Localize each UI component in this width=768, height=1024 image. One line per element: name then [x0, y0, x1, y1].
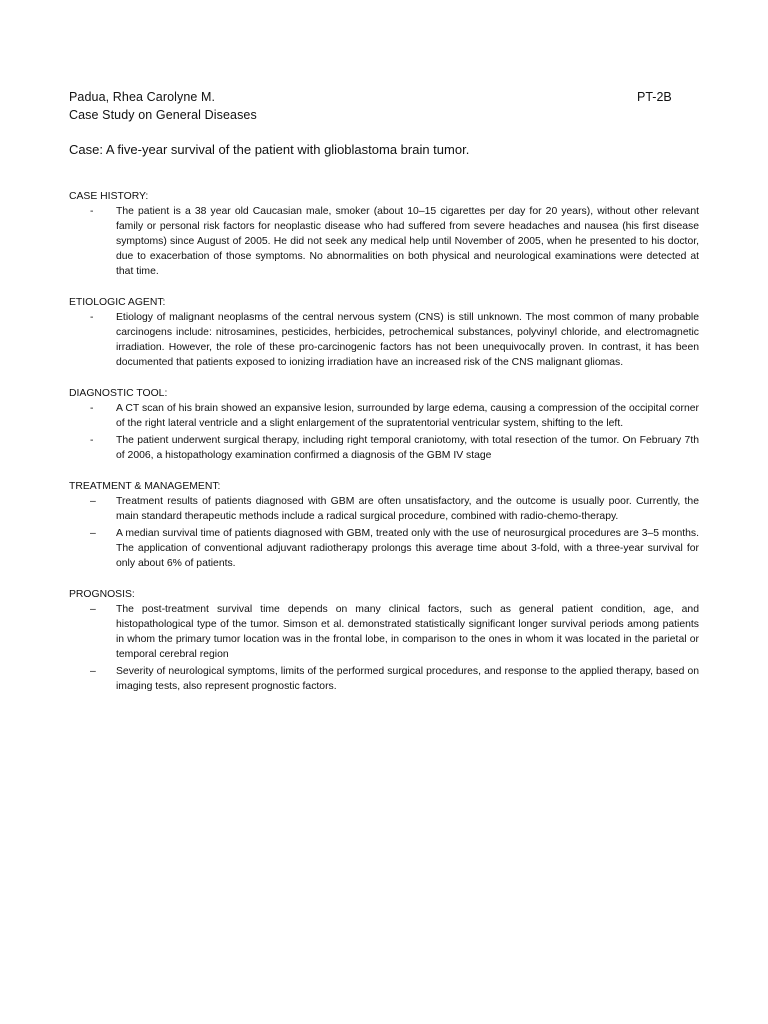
- item-text: The patient underwent surgical therapy, including right temporal craniotomy, with total resection of the tumor. On February 7th of 2006, a histopathology examination confirmed a diagnosis of the GBM IV stage: [116, 435, 699, 461]
- section-case-history: [69, 189, 699, 279]
- section-diagnostic-tool: [69, 386, 699, 463]
- class-code: PT-2B: [637, 90, 672, 104]
- section-heading: DIAGNOSTIC TOOL:: [69, 388, 168, 399]
- list-item: [69, 664, 699, 694]
- item-text: The post-treatment survival time depends on many clinical factors, such as general patient condition, age, and histopathological type of the tumor. Simson et al. demonstrated statistically significant longer survival periods among patients in whom the primary tumor location was in the frontal lobe, in comparison to the ones in whom it was located in the parietal or temporal cerebral region: [116, 604, 699, 660]
- section-list: [69, 602, 699, 694]
- section-heading: ETIOLOGIC AGENT:: [69, 297, 166, 308]
- bullet: –: [90, 528, 96, 539]
- section-list: [69, 204, 699, 279]
- section-treatment-management: [69, 479, 699, 571]
- item-text: Severity of neurological symptoms, limits of the performed surgical procedures, and response to the applied therapy, based on imaging tests, also represent prognostic factors.: [116, 666, 699, 692]
- section-heading: CASE HISTORY:: [69, 191, 149, 202]
- item-text: A median survival time of patients diagnosed with GBM, treated only with the use of neurosurgical procedures are 3–5 months. The application of conventional adjuvant radiotherapy prolongs this average time about 3-fold, with a three-year survival for only about 6% of patients.: [116, 528, 699, 569]
- case-sections: [69, 189, 699, 694]
- case-title: Case: A five-year survival of the patient with glioblastoma brain tumor.: [69, 142, 470, 157]
- section-heading: TREATMENT & MANAGEMENT:: [69, 481, 221, 492]
- section-list: [69, 494, 699, 571]
- bullet: -: [90, 435, 94, 446]
- item-text: The patient is a 38 year old Caucasian male, smoker (about 10–15 cigarettes per day for 20 years), without other relevant family or personal risk factors for neoplastic disease who had suffered from severe headaches and nausea (his first disease symptoms) since August of 2005. He did not seek any medical help until November of 2005, when he presented to his doctor, due to exacerbation of those symptoms. No abnormalities on both physical and neurological examinations were detected at that time.: [116, 206, 699, 277]
- list-item: [69, 602, 699, 662]
- list-item: [69, 204, 699, 279]
- list-item: [69, 494, 699, 524]
- section-etiologic-agent: [69, 295, 699, 370]
- section-prognosis: [69, 587, 699, 694]
- bullet: -: [90, 206, 94, 217]
- item-text: Etiology of malignant neoplasms of the central nervous system (CNS) is still unknown. The most common of many probable carcinogens include: nitrosamines, pesticides, herbicides, petrochemical substances, polyvinyl chloride, and electromagnetic irradiation. However, the role of these pro-carcinogenic factors has not been unequivocally proven. In contrast, it has been documented that patients exposed to ionizing irradiation have an increased risk of the CNS malignant gliomas.: [116, 312, 699, 368]
- list-item: [69, 526, 699, 571]
- bullet: –: [90, 666, 96, 677]
- item-text: Treatment results of patients diagnosed with GBM are often unsatisfactory, and the outcome is usually poor. Currently, the main standard therapeutic methods include a radical surgical procedure, combined with radio-chemo-therapy.: [116, 496, 699, 522]
- bullet: -: [90, 403, 94, 414]
- list-item: [69, 433, 699, 463]
- list-item: [69, 310, 699, 370]
- item-text: A CT scan of his brain showed an expansive lesion, surrounded by large edema, causing a compression of the occipital corner of the right lateral ventricle and a slight enlargement of the supratentorial ventricular system, shifting to the left.: [116, 403, 699, 429]
- document-subject: Case Study on General Diseases: [69, 108, 257, 122]
- bullet: –: [90, 496, 96, 507]
- bullet: -: [90, 312, 94, 323]
- section-heading: PROGNOSIS:: [69, 589, 135, 600]
- section-list: [69, 401, 699, 463]
- bullet: –: [90, 604, 96, 615]
- section-list: [69, 310, 699, 370]
- author-name: Padua, Rhea Carolyne M.: [69, 90, 216, 104]
- list-item: [69, 401, 699, 431]
